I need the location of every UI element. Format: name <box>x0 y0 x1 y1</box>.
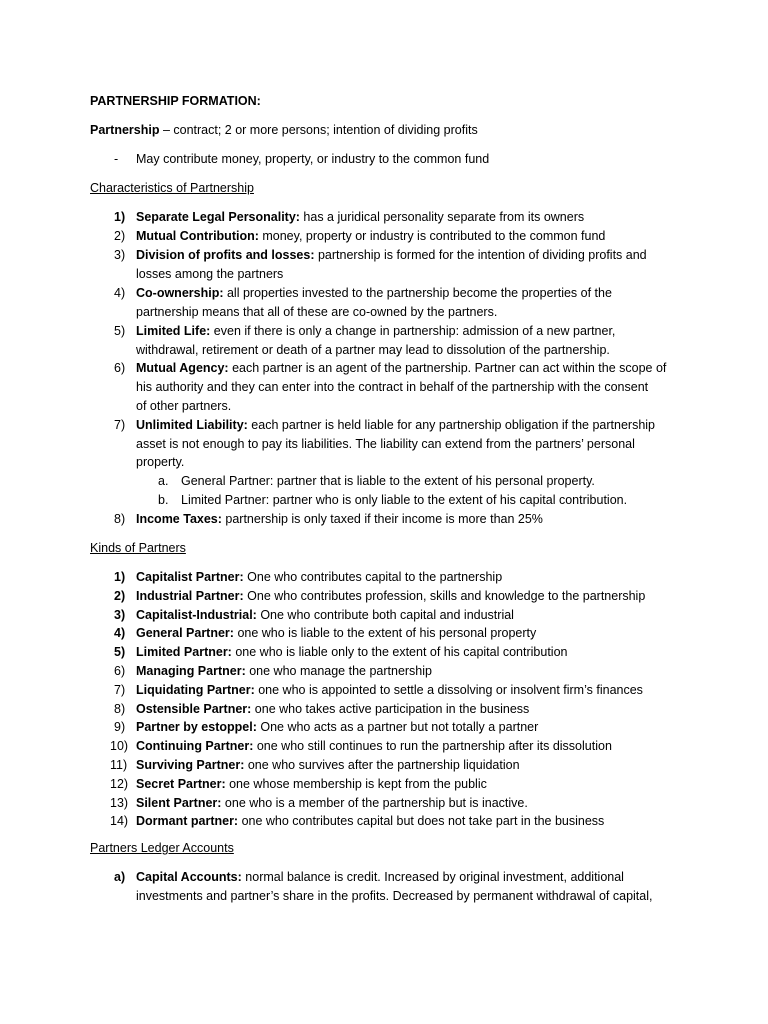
partner-kind-text: one who manage the partnership <box>245 664 432 678</box>
partner-kind-term: Dormant partner: <box>136 814 239 828</box>
definition-term: Partnership <box>90 123 160 137</box>
characteristics-heading: Characteristics of Partnership <box>90 181 254 195</box>
partner-kind-text: one who still continues to run the partnership after its dissolution <box>253 739 612 753</box>
characteristic-text: property. <box>136 455 185 469</box>
characteristic-line <box>136 303 497 322</box>
characteristic-line <box>136 416 655 435</box>
characteristic-text: losses among the partners <box>136 267 284 281</box>
characteristic-text: of other partners. <box>136 399 232 413</box>
partner-kind-line <box>136 812 604 831</box>
characteristic-text: even if there is only a change in partnership: admission of a new partner, <box>210 324 616 338</box>
characteristic-text: partnership is formed for the intention of dividing profits and <box>314 248 647 262</box>
partner-kind-number: 7) <box>114 683 126 697</box>
characteristic-text: each partner is an agent of the partnership. Partner can act within the scope of <box>228 361 667 375</box>
partner-kind-text: One who acts as a partner but not totally a partner <box>256 720 539 734</box>
characteristic-line <box>136 208 584 227</box>
partner-kind-term: Secret Partner: <box>136 777 226 791</box>
characteristic-line <box>136 453 184 472</box>
partner-kind-line <box>136 624 536 643</box>
partner-kind-text: One who contributes capital to the partnership <box>243 570 503 584</box>
partner-kind-number: 5) <box>114 645 126 659</box>
characteristic-line <box>136 227 605 246</box>
partner-kind-text: one who is appointed to settle a dissolving or insolvent firm’s finances <box>254 683 643 697</box>
characteristic-number: 8) <box>114 512 126 526</box>
partner-kind-term: Partner by estoppel: <box>136 720 257 734</box>
partner-kind-term: Ostensible Partner: <box>136 702 252 716</box>
characteristic-text: his authority and they can enter into the contract in behalf of the partnership with the consent <box>136 380 649 394</box>
characteristic-number: 7) <box>114 418 126 432</box>
page-title: PARTNERSHIP FORMATION: <box>90 94 261 108</box>
characteristic-term: Division of profits and losses: <box>136 248 315 262</box>
characteristic-text: withdrawal, retirement or death of a partner may lead to dissolution of the partnership. <box>136 343 610 357</box>
characteristic-line <box>136 322 615 341</box>
characteristic-line <box>136 435 635 454</box>
partner-kind-text: One who contributes profession, skills and knowledge to the partnership <box>243 589 646 603</box>
characteristic-term: Co-ownership: <box>136 286 224 300</box>
partner-kind-number: 8) <box>114 702 126 716</box>
characteristic-text: all properties invested to the partnership become the properties of the <box>223 286 612 300</box>
partner-kind-number: 12) <box>110 777 129 791</box>
partner-kind-text: one who is liable only to the extent of his capital contribution <box>231 645 568 659</box>
characteristic-line <box>136 341 610 360</box>
subitem-letter: a. <box>158 474 169 488</box>
partner-kind-term: Limited Partner: <box>136 645 232 659</box>
partner-kind-term: General Partner: <box>136 626 234 640</box>
partner-kind-text: one who takes active participation in the business <box>251 702 530 716</box>
partner-kind-line <box>136 794 528 813</box>
partnership-definition <box>90 121 478 140</box>
ledger-heading: Partners Ledger Accounts <box>90 841 234 855</box>
ledger-item-text: normal balance is credit. Increased by original investment, additional <box>241 870 624 884</box>
partner-kind-number: 3) <box>114 608 126 622</box>
partner-kind-text: one who is liable to the extent of his personal property <box>233 626 537 640</box>
partner-kind-number: 13) <box>110 796 129 810</box>
partner-kind-text: one who contributes capital but does not take part in the business <box>238 814 605 828</box>
partner-kind-line <box>136 606 514 625</box>
partner-kind-text: one whose membership is kept from the public <box>225 777 487 791</box>
partner-kind-text: one who is a member of the partnership but is inactive. <box>221 796 528 810</box>
characteristic-line <box>136 246 647 265</box>
partner-kind-line <box>136 756 520 775</box>
partner-kind-term: Capitalist-Industrial: <box>136 608 257 622</box>
characteristic-number: 4) <box>114 286 126 300</box>
partner-kind-line <box>136 700 529 719</box>
partner-kind-number: 9) <box>114 720 126 734</box>
characteristic-text: money, property or industry is contributed to the common fund <box>258 229 606 243</box>
partner-kind-term: Industrial Partner: <box>136 589 244 603</box>
characteristic-text: asset is not enough to pay its liabilities. The liability can extend from the partners’ personal <box>136 437 635 451</box>
characteristic-text: has a juridical personality separate from its owners <box>299 210 585 224</box>
ledger-item-term: Capital Accounts: <box>136 870 242 884</box>
partner-kind-line <box>136 643 567 662</box>
characteristic-number: 2) <box>114 229 126 243</box>
partner-kind-term: Capitalist Partner: <box>136 570 244 584</box>
characteristic-term: Income Taxes: <box>136 512 222 526</box>
partner-kind-number: 11) <box>110 758 128 772</box>
kinds-heading: Kinds of Partners <box>90 541 186 555</box>
partner-kind-text: One who contribute both capital and industrial <box>256 608 514 622</box>
partner-kind-term: Surviving Partner: <box>136 758 245 772</box>
partner-kind-line <box>136 681 643 700</box>
characteristic-line <box>136 284 612 303</box>
definition-bullet-marker: - <box>114 152 119 166</box>
characteristic-line <box>136 510 543 529</box>
partner-kind-number: 1) <box>114 570 126 584</box>
partner-kind-number: 10) <box>110 739 129 753</box>
partner-kind-number: 6) <box>114 664 126 678</box>
subitem-text: General Partner: partner that is liable to the extent of his personal property. <box>181 474 595 488</box>
ledger-item-line <box>136 887 652 906</box>
ledger-item-letter: a) <box>114 870 126 884</box>
characteristic-number: 1) <box>114 210 126 224</box>
characteristic-text: partnership is only taxed if their income is more than 25% <box>221 512 543 526</box>
partner-kind-line <box>136 737 612 756</box>
characteristic-term: Mutual Contribution: <box>136 229 259 243</box>
characteristic-line <box>136 397 231 416</box>
partner-kind-term: Silent Partner: <box>136 796 222 810</box>
subitem-text: Limited Partner: partner who is only liable to the extent of his capital contribution. <box>181 493 628 507</box>
partner-kind-term: Managing Partner: <box>136 664 246 678</box>
partner-kind-text: one who survives after the partnership liquidation <box>244 758 520 772</box>
characteristic-term: Separate Legal Personality: <box>136 210 300 224</box>
ledger-item-line <box>136 868 624 887</box>
characteristic-text: each partner is held liable for any partnership obligation if the partnership <box>247 418 656 432</box>
characteristic-term: Unlimited Liability: <box>136 418 248 432</box>
partner-kind-line <box>136 587 645 606</box>
partner-kind-number: 14) <box>110 814 129 828</box>
partner-kind-line <box>136 775 487 794</box>
characteristic-term: Limited Life: <box>136 324 211 338</box>
characteristic-text: partnership means that all of these are co-owned by the partners. <box>136 305 498 319</box>
partner-kind-line <box>136 662 432 681</box>
characteristic-line <box>136 359 666 378</box>
partner-kind-number: 4) <box>114 626 126 640</box>
partner-kind-term: Continuing Partner: <box>136 739 254 753</box>
characteristic-term: Mutual Agency: <box>136 361 229 375</box>
ledger-item-text: investments and partner’s share in the profits. Decreased by permanent withdrawal of capital, <box>136 889 653 903</box>
characteristic-line <box>136 265 283 284</box>
definition-text: – contract; 2 or more persons; intention of dividing profits <box>159 123 478 137</box>
subitem-letter: b. <box>158 493 169 507</box>
partner-kind-line <box>136 568 502 587</box>
characteristic-number: 6) <box>114 361 126 375</box>
characteristic-number: 5) <box>114 324 126 338</box>
definition-bullet-text: May contribute money, property, or industry to the common fund <box>136 152 490 166</box>
partner-kind-line <box>136 718 538 737</box>
characteristic-number: 3) <box>114 248 126 262</box>
partner-kind-number: 2) <box>114 589 126 603</box>
characteristic-line <box>136 378 648 397</box>
partner-kind-term: Liquidating Partner: <box>136 683 255 697</box>
